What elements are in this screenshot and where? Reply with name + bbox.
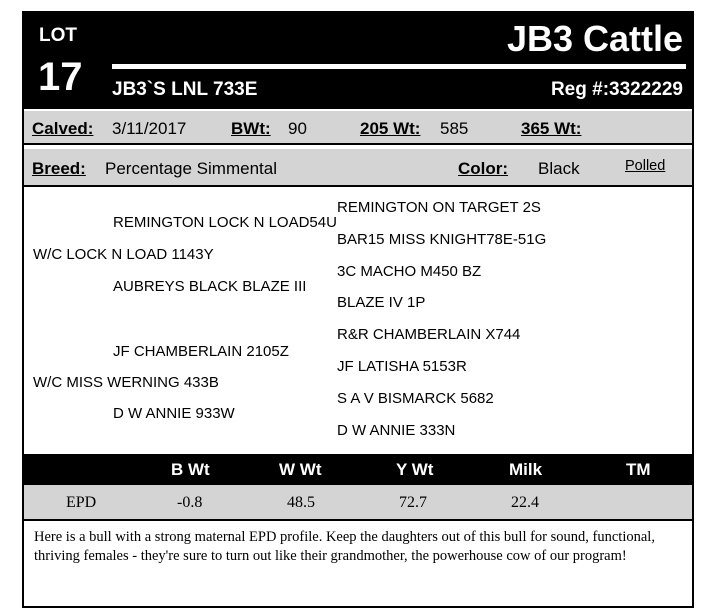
farm-name: JB3 Cattle xyxy=(506,18,683,59)
epd-value-bwt: -0.8 xyxy=(177,494,203,511)
breed-value: Percentage Simmental xyxy=(105,159,277,178)
pedigree-ssd: BAR15 MISS KNIGHT78E-51G xyxy=(337,231,547,248)
epd-value-wwt: 48.5 xyxy=(287,494,315,511)
pedigree-sire-dam: AUBREYS BLACK BLAZE III xyxy=(113,278,307,295)
lot-label: LOT xyxy=(39,25,77,46)
color-value: Black xyxy=(538,159,580,178)
epd-header-ywt: Y Wt xyxy=(396,460,434,479)
band-divider xyxy=(24,143,692,145)
pedigree-dsd: JF LATISHA 5153R xyxy=(337,358,467,375)
epd-divider xyxy=(24,519,692,521)
wt365-label: 365 Wt: xyxy=(521,119,582,138)
pedigree-dam-dam: D W ANNIE 933W xyxy=(113,405,235,422)
pedigree-dam-sire: JF CHAMBERLAIN 2105Z xyxy=(113,343,289,360)
pedigree-dam: W/C MISS WERNING 433B xyxy=(33,374,219,391)
lot-number: 17 xyxy=(38,55,83,99)
epd-value-milk: 22.4 xyxy=(511,494,539,511)
epd-header-bwt: B Wt xyxy=(171,460,210,479)
epd-header-milk: Milk xyxy=(509,460,543,479)
pedigree-ddd: D W ANNIE 333N xyxy=(337,422,456,439)
breed-label: Breed: xyxy=(32,159,86,178)
pedigree-sdd: BLAZE IV 1P xyxy=(337,294,426,311)
epd-row-label: EPD xyxy=(66,494,97,511)
epd-value-ywt: 72.7 xyxy=(399,494,427,511)
lot-card xyxy=(22,11,694,608)
pedigree-sire-sire: REMINGTON LOCK N LOAD54U xyxy=(113,214,337,231)
epd-value-row xyxy=(24,485,692,519)
wt205-value: 585 xyxy=(440,119,469,138)
lot-comment: Here is a bull with a strong maternal EPD profile. Keep the daughters out of this bull for sound, functional, thriving females - they're sure to turn out like their grandmother, the powerhouse cow of our program! xyxy=(34,529,655,564)
bwt-value: 90 xyxy=(288,119,307,138)
epd-header-wwt: W Wt xyxy=(279,460,322,479)
band-divider xyxy=(24,185,692,187)
polled-status: Polled xyxy=(625,158,666,174)
header-divider xyxy=(112,64,686,69)
epd-header-row xyxy=(24,454,692,485)
calved-label: Calved: xyxy=(32,119,94,138)
reg-value: 3322229 xyxy=(609,79,683,100)
color-label: Color: xyxy=(458,159,509,178)
pedigree-sss: REMINGTON ON TARGET 2S xyxy=(337,199,541,216)
registration-number xyxy=(551,79,683,101)
pedigree-sds: 3C MACHO M450 BZ xyxy=(337,263,482,280)
pedigree-dds: S A V BISMARCK 5682 xyxy=(337,390,494,407)
animal-name: JB3`S LNL 733E xyxy=(112,79,258,100)
bwt-label: BWt: xyxy=(231,119,271,138)
reg-label: Reg #: xyxy=(550,79,610,100)
calved-value: 3/11/2017 xyxy=(112,119,187,138)
pedigree-dss: R&R CHAMBERLAIN X744 xyxy=(337,326,521,343)
wt205-label: 205 Wt: xyxy=(360,119,421,138)
epd-header-tm: TM xyxy=(626,460,651,479)
pedigree-sire: W/C LOCK N LOAD 1143Y xyxy=(33,246,214,263)
